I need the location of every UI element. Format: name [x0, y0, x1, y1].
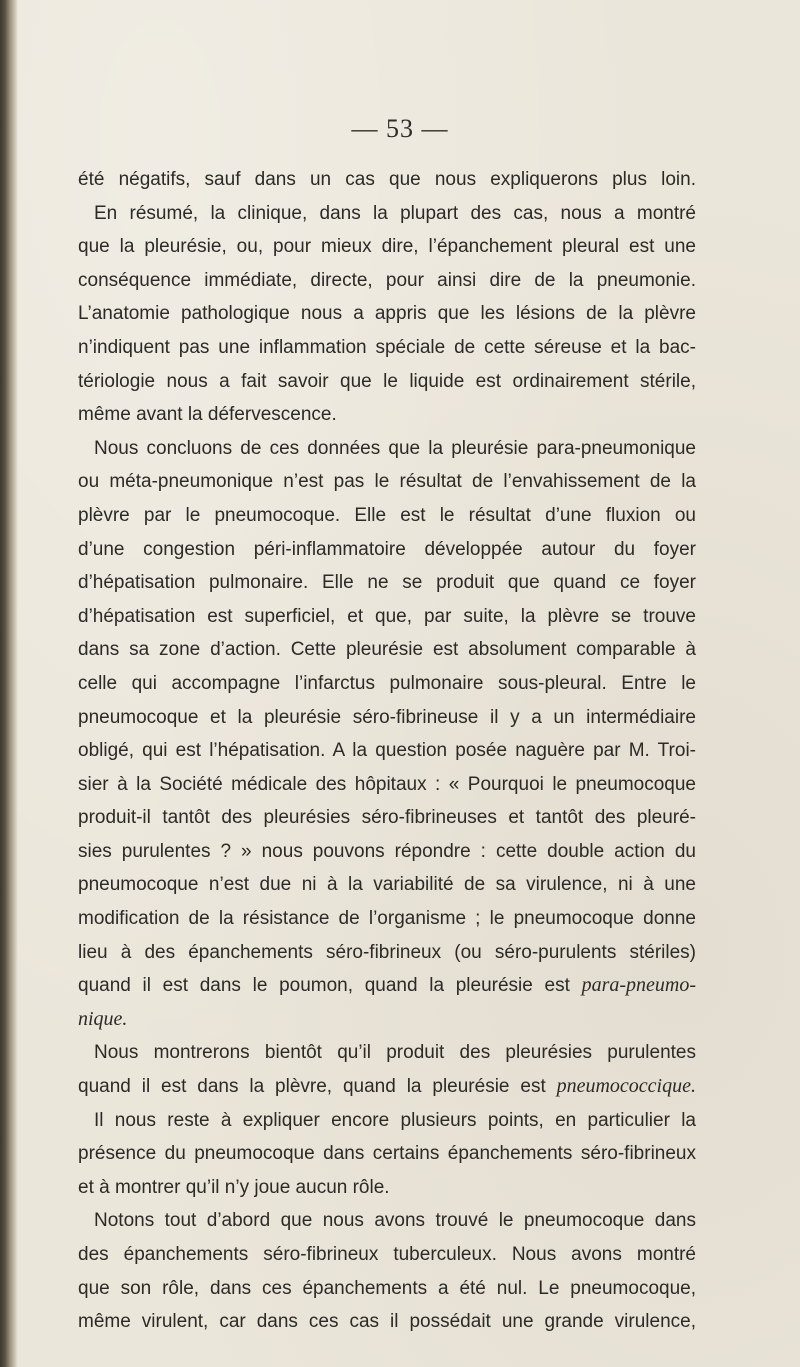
text-line-content: et à montrer qu’il n’y joue aucun rôle. [78, 1176, 390, 1198]
text-line-content: que la pleurésie, ou, pour mieux dire, l’épanchement pleural est une [78, 236, 696, 258]
text-line-content: d’hépatisation est superficiel, et que, par suite, la plèvre se trouve [78, 605, 696, 627]
italic-text: para-pneumo- [581, 974, 696, 997]
text-line [78, 398, 696, 432]
body-text [78, 163, 696, 1339]
text-line [78, 633, 696, 667]
text-line [78, 1137, 696, 1171]
text-line-content: plèvre par le pneumocoque. Elle est le résultat d’une fluxion ou [78, 504, 696, 526]
text-line [78, 667, 696, 701]
text-line [78, 600, 696, 634]
text-line-content: Nous montrerons bientôt qu’il produit des pleurésies purulentes [94, 1042, 696, 1064]
text-line-content: d’une congestion péri-inflammatoire développée autour du foyer [78, 538, 696, 560]
text-line-content: L’anatomie pathologique nous a appris que les lésions de la plèvre [78, 303, 696, 325]
text-line-content: même virulent, car dans ces cas il possédait une grande virulence, [78, 1311, 696, 1333]
text-line-content: d’hépatisation pulmonaire. Elle ne se produit que quand ce foyer [78, 572, 696, 594]
text-line [78, 1272, 696, 1306]
text-line [78, 1104, 696, 1138]
text-line [78, 331, 696, 365]
italic-text: pneumococcique. [556, 1075, 696, 1098]
text-line [78, 1204, 696, 1238]
text-line-content: Notons tout d’abord que nous avons trouvé le pneumocoque dans [94, 1210, 696, 1232]
text-line [78, 264, 696, 298]
text-line [78, 365, 696, 399]
italic-text: nique. [78, 1007, 128, 1030]
text-line-content: sier à la Société médicale des hôpitaux : « Pourquoi le pneumocoque [78, 773, 696, 795]
text-line-content: même avant la défervescence. [78, 404, 337, 426]
text-line [78, 835, 696, 869]
text-line [78, 163, 696, 197]
text-line-content: quand il est dans la plèvre, quand la pleurésie est [78, 1076, 557, 1098]
text-line-content: conséquence immédiate, directe, pour ainsi dire de la pneumonie. [78, 269, 696, 291]
text-line [78, 734, 696, 768]
text-line [78, 1036, 696, 1070]
text-line [78, 533, 696, 567]
text-line [78, 701, 696, 735]
text-line-content: n’indiquent pas une inflammation spéciale de cette séreuse et la bac- [78, 336, 696, 358]
text-line-content: Nous concluons de ces données que la pleurésie para-pneumonique [94, 437, 696, 459]
text-line [78, 868, 696, 902]
text-line-content: pneumocoque n’est due ni à la variabilité de sa virulence, ni à une [78, 874, 696, 896]
text-line [78, 801, 696, 835]
text-line-content: des épanchements séro-fibrineux tuberculeux. Nous avons montré [78, 1244, 696, 1265]
text-line-content: présence du pneumocoque dans certains épanchements séro-fibrineux [78, 1143, 696, 1165]
text-line-content: sies purulentes ? » nous pouvons répondre : cette double action du [78, 840, 696, 862]
text-line-content: dans sa zone d’action. Cette pleurésie est absolument comparable à [78, 639, 696, 661]
text-line [78, 1171, 696, 1205]
text-line-content: En résumé, la clinique, dans la plupart des cas, nous a montré [94, 202, 696, 224]
text-line [78, 768, 696, 802]
text-line-content: Il nous reste à expliquer encore plusieurs points, en particulier la [94, 1109, 696, 1131]
text-line [78, 902, 696, 936]
text-line-content: modification de la résistance de l’organisme ; le pneumocoque donne [78, 908, 696, 930]
text-line [78, 230, 696, 264]
page-number: — 53 — [351, 114, 449, 143]
text-line-content: tériologie nous a fait savoir que le liquide est ordinairement stérile, [78, 370, 696, 392]
text-line [78, 1305, 696, 1339]
text-line-content: produit-il tantôt des pleurésies séro-fibrineuses et tantôt des pleuré- [78, 807, 696, 829]
text-line-content: que son rôle, dans ces épanchements a été nul. Le pneumocoque, [78, 1277, 696, 1299]
text-line [78, 1003, 696, 1037]
text-line [78, 297, 696, 331]
text-line-content: lieu à des épanchements séro-fibrineux (ou séro-purulents stériles) [78, 941, 696, 963]
text-line [78, 197, 696, 231]
text-line [78, 1070, 696, 1104]
text-line [78, 499, 696, 533]
text-line-content: quand il est dans le poumon, quand la pleurésie est [78, 975, 582, 997]
text-line-content: obligé, qui est l’hépatisation. A la question posée naguère par M. Troi- [78, 740, 696, 762]
page-binding-edge [0, 0, 18, 1367]
text-line [78, 432, 696, 466]
text-line-content: été négatifs, sauf dans un cas que nous expliquerons plus loin. [78, 169, 696, 190]
text-line [78, 465, 696, 499]
text-line-content: celle qui accompagne l’infarctus pulmonaire sous-pleural. Entre le [78, 672, 696, 694]
text-line [78, 969, 696, 1003]
text-line [78, 1238, 696, 1272]
text-line [78, 566, 696, 600]
text-line-content: ou méta-pneumonique n’est pas le résultat de l’envahissement de la [78, 471, 696, 493]
text-line [78, 936, 696, 970]
text-line-content: pneumocoque et la pleurésie séro-fibrineuse il y a un intermédiaire [78, 706, 696, 728]
